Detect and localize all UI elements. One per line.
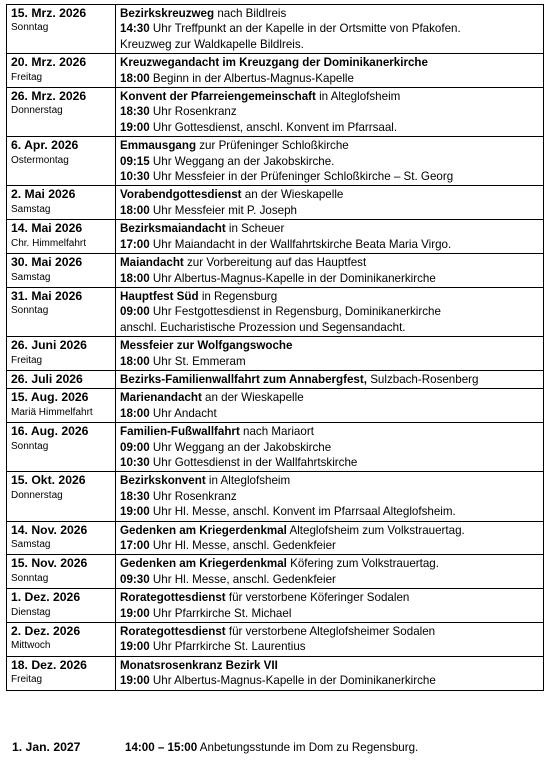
event-weekday: Donnerstag xyxy=(11,105,63,117)
event-title-bold: Kreuzwegandacht im Kreuzgang der Dominikanerkirche xyxy=(120,56,428,70)
event-detail-line xyxy=(120,440,539,455)
event-cell xyxy=(116,137,544,186)
event-detail-line xyxy=(120,71,539,86)
event-time: 19:00 xyxy=(120,120,150,134)
event-cell xyxy=(116,54,544,88)
event-detail-line xyxy=(120,406,539,421)
date-cell xyxy=(7,137,116,186)
event-weekday: Sonntag xyxy=(11,440,49,452)
date-cell xyxy=(7,254,116,288)
event-title-bold: Hauptfest Süd xyxy=(120,289,199,303)
schedule-body xyxy=(7,5,544,691)
event-date: 1. Dez. 2026 xyxy=(11,590,81,605)
event-cell xyxy=(116,472,544,521)
event-title xyxy=(120,658,539,673)
event-time: 14:30 xyxy=(120,22,150,36)
event-time: 18:00 xyxy=(120,354,150,368)
event-time: 09:30 xyxy=(120,572,150,586)
event-detail-text: Uhr St. Emmeram xyxy=(149,354,246,368)
event-detail-text: Uhr Gottesdienst, anschl. Konvent im Pfarrsaal. xyxy=(149,120,398,134)
date-cell xyxy=(7,623,116,657)
event-time: 18:30 xyxy=(120,105,150,119)
event-detail-line xyxy=(120,154,539,169)
event-detail-text: Beginn in der Albertus-Magnus-Kapelle xyxy=(149,71,354,85)
event-detail-text: Uhr Andacht xyxy=(149,406,217,420)
event-cell xyxy=(116,370,544,388)
event-time: 10:30 xyxy=(120,455,150,469)
event-detail-line xyxy=(120,538,539,553)
event-title-bold: Vorabendgottesdienst xyxy=(120,188,242,202)
event-detail-text: Uhr Festgottesdienst in Regensburg, Dominikanerkirche xyxy=(149,305,441,319)
event-detail-line xyxy=(120,639,539,654)
date-cell xyxy=(7,472,116,521)
event-time: 17:00 xyxy=(120,237,150,251)
event-title xyxy=(120,590,539,605)
event-title-rest: zur Vorbereitung auf das Hauptfest xyxy=(183,256,367,270)
event-detail-line xyxy=(120,169,539,184)
event-title-rest: nach Bildlreis xyxy=(214,7,287,20)
event-detail-text: Uhr Albertus-Magnus-Kapelle in der Dominikanerkirche xyxy=(149,674,436,688)
event-time: 18:00 xyxy=(120,203,150,217)
event-title-rest: Alteglofsheim zum Volkstrauertag. xyxy=(286,523,465,537)
event-detail-line xyxy=(120,354,539,369)
footer-date: 1. Jan. 2027 xyxy=(12,740,81,754)
date-cell xyxy=(7,389,116,423)
event-title-bold: Rorategottesdienst xyxy=(120,591,226,605)
event-date: 15. Aug. 2026 xyxy=(11,390,89,405)
event-time: 18:00 xyxy=(120,271,150,285)
event-weekday: Ostermontag xyxy=(11,154,69,166)
event-detail-text: Uhr Rosenkranz xyxy=(149,489,237,503)
event-title-bold: Rorategottesdienst xyxy=(120,625,226,639)
event-time: 19:00 xyxy=(120,606,150,620)
event-title-rest: in Alteglofsheim xyxy=(205,474,291,488)
event-cell xyxy=(116,389,544,423)
date-cell xyxy=(7,88,116,137)
event-time: 09:00 xyxy=(120,440,150,454)
event-cell xyxy=(116,88,544,137)
date-cell xyxy=(7,54,116,88)
event-weekday: Mittwoch xyxy=(11,640,51,652)
event-time: 09:00 xyxy=(120,305,150,319)
event-detail-text: Uhr Weggang an der Jakobskirche xyxy=(149,440,332,454)
event-weekday: Sonntag xyxy=(11,22,49,34)
event-cell xyxy=(116,656,544,690)
table-row xyxy=(7,389,544,423)
event-title-bold: Marienandacht xyxy=(120,391,202,405)
event-title xyxy=(120,289,539,304)
table-row xyxy=(7,589,544,623)
event-date: 26. Juli 2026 xyxy=(11,371,83,386)
event-detail-line xyxy=(120,572,539,587)
table-row xyxy=(7,54,544,88)
date-cell xyxy=(7,656,116,690)
date-cell xyxy=(7,521,116,555)
table-row xyxy=(7,254,544,288)
event-cell xyxy=(116,521,544,555)
event-date: 14. Mai 2026 xyxy=(11,221,83,236)
event-title-bold: Maiandacht xyxy=(120,256,184,270)
event-title-rest: Sulzbach-Rosenberg xyxy=(366,372,479,386)
event-date: 14. Nov. 2026 xyxy=(11,522,88,537)
event-weekday: Samstag xyxy=(11,539,51,550)
event-cell xyxy=(116,254,544,288)
date-cell xyxy=(7,589,116,623)
event-date: 31. Mai 2026 xyxy=(11,288,83,303)
event-date: 16. Aug. 2026 xyxy=(11,424,89,439)
event-title xyxy=(120,221,539,236)
event-detail-line xyxy=(120,104,539,119)
event-detail-line xyxy=(120,606,539,621)
event-detail-line xyxy=(120,455,539,470)
event-detail-text: Uhr Hl. Messe, anschl. Gedenkfeier xyxy=(149,572,336,586)
event-detail-text: Uhr Messfeier mit P. Joseph xyxy=(149,203,297,217)
date-cell xyxy=(7,186,116,220)
event-detail-line xyxy=(120,489,539,504)
event-title-rest: für verstorbene Köferinger Sodalen xyxy=(225,591,410,605)
event-time: 10:30 xyxy=(120,170,150,184)
event-weekday: Chr. Himmelfahrt xyxy=(11,237,87,249)
event-title-rest: in Scheuer xyxy=(225,222,285,236)
event-detail-text: Uhr Weggang an der Jakobskirche. xyxy=(149,154,335,168)
event-title-bold: Bezirks-Familienwallfahrt zum Annabergfest, xyxy=(120,372,367,386)
event-detail-line xyxy=(120,203,539,218)
event-title xyxy=(120,556,539,571)
event-date: 20. Mrz. 2026 xyxy=(11,55,87,70)
table-row xyxy=(7,521,544,555)
event-title xyxy=(120,338,539,353)
event-title-rest: in Alteglofsheim xyxy=(315,90,401,104)
event-detail-line xyxy=(120,37,539,52)
event-weekday: Freitag xyxy=(11,71,43,83)
event-detail-line xyxy=(120,320,539,335)
event-cell xyxy=(116,423,544,472)
event-detail-line xyxy=(120,271,539,286)
event-title-rest: nach Mariaort xyxy=(239,425,314,439)
event-weekday: Sonntag xyxy=(11,572,49,584)
event-detail-text: Uhr Gottesdienst in der Wallfahrtskirche xyxy=(149,455,358,469)
footer-entry xyxy=(12,740,542,754)
event-title xyxy=(120,473,539,488)
table-row xyxy=(7,287,544,336)
event-detail-text: anschl. Eucharistische Prozession und Segensandacht. xyxy=(120,320,406,334)
event-detail-text: Uhr Hl. Messe, anschl. Gedenkfeier xyxy=(149,539,336,552)
date-cell xyxy=(7,423,116,472)
event-detail-line xyxy=(120,304,539,319)
event-weekday: Mariä Himmelfahrt xyxy=(11,406,93,418)
event-detail-text: Uhr Messfeier in der Prüfeninger Schloßkirche – St. Georg xyxy=(149,170,454,184)
event-cell xyxy=(116,337,544,371)
event-detail-text: Uhr Maiandacht in der Wallfahrtskirche Beata Maria Virgo. xyxy=(149,237,452,251)
event-title xyxy=(120,255,539,270)
table-row xyxy=(7,5,544,54)
event-detail-text: Kreuzweg zur Waldkapelle Bildlreis. xyxy=(120,37,304,51)
event-weekday: Sonntag xyxy=(11,305,49,317)
event-date: 18. Dez. 2026 xyxy=(11,657,87,672)
event-title-bold: Monatsrosenkranz Bezirk VII xyxy=(120,658,278,672)
event-time: 19:00 xyxy=(120,505,150,519)
event-title-bold: Messfeier zur Wolfgangswoche xyxy=(120,339,293,353)
event-cell xyxy=(116,5,544,54)
table-row xyxy=(7,88,544,137)
event-title xyxy=(120,624,539,639)
date-cell xyxy=(7,5,116,54)
date-cell xyxy=(7,370,116,388)
footer-time: 14:00 – 15:00 xyxy=(125,741,198,754)
event-cell xyxy=(116,555,544,589)
event-time: 18:30 xyxy=(120,489,150,503)
event-title xyxy=(120,523,539,538)
footer-text: Anbetungsstunde im Dom zu Regensburg. xyxy=(197,741,419,754)
event-date: 6. Apr. 2026 xyxy=(11,138,79,153)
event-cell xyxy=(116,186,544,220)
date-cell xyxy=(7,555,116,589)
table-row xyxy=(7,186,544,220)
schedule-table xyxy=(6,4,544,691)
event-detail-line xyxy=(120,673,539,688)
event-title-rest: an der Wieskapelle xyxy=(201,391,304,405)
event-weekday: Dienstag xyxy=(11,606,51,618)
event-time: 18:00 xyxy=(120,71,150,85)
event-cell xyxy=(116,287,544,336)
event-title xyxy=(120,6,539,21)
event-time: 09:15 xyxy=(120,154,150,168)
date-cell xyxy=(7,337,116,371)
event-cell xyxy=(116,623,544,657)
event-time: 19:00 xyxy=(120,674,150,688)
table-row xyxy=(7,370,544,388)
event-time: 19:00 xyxy=(120,640,150,654)
event-date: 2. Mai 2026 xyxy=(11,187,76,202)
event-detail-text: Uhr Albertus-Magnus-Kapelle in der Dominikanerkirche xyxy=(149,271,436,285)
table-row xyxy=(7,623,544,657)
event-title-bold: Bezirkskonvent xyxy=(120,474,206,488)
event-date: 26. Juni 2026 xyxy=(11,338,87,353)
event-detail-line xyxy=(120,237,539,252)
event-date: 15. Okt. 2026 xyxy=(11,473,86,488)
event-title-rest: in Regensburg xyxy=(198,289,278,303)
event-date: 2. Dez. 2026 xyxy=(11,624,81,639)
event-title xyxy=(120,424,539,439)
event-title xyxy=(120,89,539,104)
event-date: 30. Mai 2026 xyxy=(11,255,83,270)
table-row xyxy=(7,137,544,186)
event-title-rest: zur Prüfeninger Schloßkirche xyxy=(196,139,349,153)
event-date: 26. Mrz. 2026 xyxy=(11,89,87,104)
event-title-rest: Köfering zum Volkstrauertag. xyxy=(286,557,439,571)
event-detail-text: Uhr Rosenkranz xyxy=(149,105,237,119)
event-title-bold: Bezirksmaiandacht xyxy=(120,222,226,236)
event-weekday: Samstag xyxy=(11,271,51,283)
event-detail-line xyxy=(120,120,539,135)
event-detail-text: Uhr Treffpunkt an der Kapelle in der Ortsmitte von Pfakofen. xyxy=(149,22,461,36)
table-row xyxy=(7,472,544,521)
event-detail-text: Uhr Pfarrkirche St. Laurentius xyxy=(149,640,306,654)
date-cell xyxy=(7,220,116,254)
event-weekday: Freitag xyxy=(11,674,43,686)
event-title-bold: Gedenken am Kriegerdenkmal xyxy=(120,523,287,537)
event-title xyxy=(120,138,539,153)
table-row xyxy=(7,423,544,472)
event-title xyxy=(120,390,539,405)
event-weekday: Freitag xyxy=(11,354,43,366)
event-cell xyxy=(116,220,544,254)
table-row xyxy=(7,555,544,589)
table-row xyxy=(7,220,544,254)
event-title-rest: an der Wieskapelle xyxy=(241,188,344,202)
event-cell xyxy=(116,589,544,623)
event-title-bold: Emmausgang xyxy=(120,139,197,153)
event-time: 17:00 xyxy=(120,539,150,552)
event-title-bold: Konvent der Pfarreiengemeinschaft xyxy=(120,90,316,104)
event-title xyxy=(120,55,539,70)
event-detail-line xyxy=(120,504,539,519)
event-weekday: Samstag xyxy=(11,203,51,215)
event-detail-line xyxy=(120,21,539,36)
table-row xyxy=(7,337,544,371)
event-title-rest: für verstorbene Alteglofsheimer Sodalen xyxy=(225,625,436,639)
event-title-bold: Gedenken am Kriegerdenkmal xyxy=(120,557,287,571)
date-cell xyxy=(7,287,116,336)
event-detail-text: Uhr Hl. Messe, anschl. Konvent im Pfarrsaal Alteglofsheim. xyxy=(149,505,456,519)
event-time: 18:00 xyxy=(120,406,150,420)
table-row xyxy=(7,656,544,690)
event-detail-text: Uhr Pfarrkirche St. Michael xyxy=(149,606,292,620)
event-title-bold: Familien-Fußwallfahrt xyxy=(120,425,240,439)
event-date: 15. Nov. 2026 xyxy=(11,556,88,571)
event-date: 15. Mrz. 2026 xyxy=(11,6,87,20)
event-title xyxy=(120,187,539,202)
event-title xyxy=(120,372,539,387)
event-weekday: Donnerstag xyxy=(11,489,63,501)
event-title-bold: Bezirkskreuzweg xyxy=(120,7,215,20)
